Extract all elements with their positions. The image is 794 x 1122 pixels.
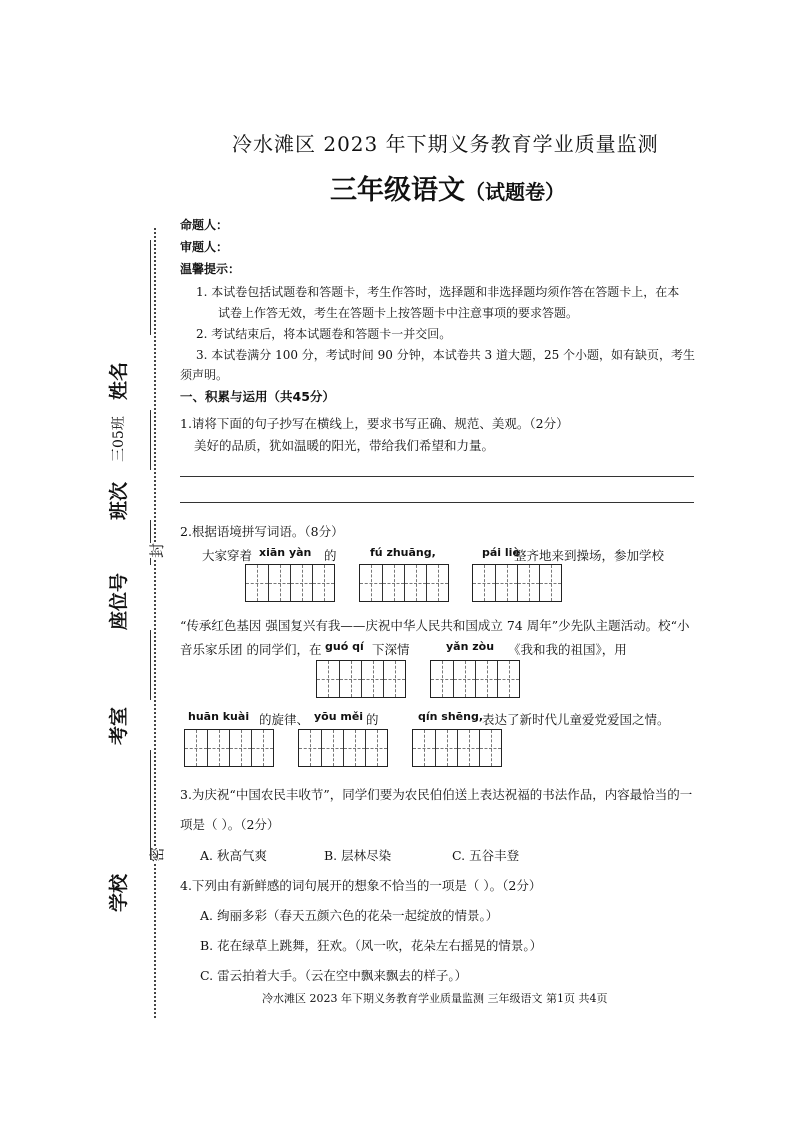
binding-name-label: 姓名	[108, 361, 130, 400]
q2-text-xuanlv: 的旋律、	[259, 712, 310, 727]
q2-text-de-2: 的	[366, 712, 379, 727]
reviewer-label: 审题人：	[180, 240, 229, 254]
q2-line3-prefix: 音乐家乐团 的同学们，在	[180, 642, 322, 657]
q2-text-zuguo: 《我和我的祖国》，用	[508, 642, 627, 657]
room-fill-line	[150, 630, 151, 700]
exam-title	[330, 168, 565, 207]
grid-fuzhuang[interactable]	[359, 564, 449, 602]
exam-header: 冷水滩区 2023 年下期义务教育学业质量监测	[232, 132, 659, 156]
q3-option-c[interactable]: C. 五谷丰登	[452, 848, 520, 863]
binding-seat-label: 座位号	[108, 572, 130, 630]
school-fill-line	[150, 750, 151, 860]
q3-option-a[interactable]: A. 秋高气爽	[200, 848, 267, 863]
binding-school-label: 学校	[108, 873, 130, 912]
q2-line1-prefix: 大家穿着	[202, 548, 253, 563]
seal-mark-mi: 密	[148, 846, 166, 862]
q2-stem: 2.根据语境拼写词语。（8分）	[180, 524, 344, 539]
grid-youmei[interactable]	[298, 729, 388, 767]
tip-1: 1. 本试卷包括试题卷和答题卡，考生作答时，选择题和非选择题均须作答在答题卡上，在本	[196, 285, 680, 299]
class-fill-line	[150, 410, 151, 470]
pinyin-xianyan: xiān yàn	[259, 546, 312, 559]
tip-3: 3. 本试卷满分 100 分，考试时间 90 分钟，本试卷共 3 道大题，25 个小题，如有缺页，考生	[196, 348, 696, 362]
pinyin-fuzhuang: fú zhuāng,	[370, 546, 436, 559]
pinyin-yanzou: yǎn zòu	[446, 640, 495, 653]
tip-2: 2. 考试结束后，将本试题卷和答题卡一并交回。	[196, 327, 452, 341]
binding-class-label: 班次	[108, 481, 130, 520]
pinyin-pailie: pái liè	[482, 546, 520, 559]
grid-yanzou[interactable]	[430, 660, 520, 698]
q3-stem-line2: 项是（ ）。（2分）	[180, 817, 280, 832]
tip-3-cont: 须声明。	[180, 368, 229, 382]
q4-option-b[interactable]: B. 花在绿草上跳舞，狂欢。（风一吹，花朵左右摇晃的情景。）	[200, 938, 543, 953]
pinyin-guoqi: guó qí	[325, 640, 364, 653]
q2-text-de-1: 的	[324, 548, 337, 563]
binding-class-value: 三05班	[111, 416, 127, 462]
q1-stem: 1.请将下面的句子抄写在横线上，要求书写正确、规范、美观。（2分）	[180, 416, 569, 431]
grid-qinsheng[interactable]	[412, 729, 502, 767]
q2-text-shenqing: 下深情	[372, 642, 410, 657]
q1-sentence: 美好的品质，犹如温暖的阳光，带给我们希望和力量。	[194, 438, 495, 453]
q2-line4-suffix: 表达了新时代儿童爱党爱国之情。	[482, 712, 670, 727]
section-1-title: 一、积累与运用（共45分）	[180, 389, 335, 404]
pinyin-youmei: yōu měi	[314, 710, 364, 723]
q2-line1-suffix: 整齐地来到操场，参加学校	[514, 548, 665, 563]
q1-answer-line-2[interactable]	[180, 502, 694, 503]
q3-option-b[interactable]: B. 层林尽染	[324, 848, 392, 863]
page-footer: 冷水滩区 2023 年下期义务教育学业质量监测 三年级语文 第1页 共4页	[262, 992, 608, 1005]
author-label: 命题人：	[180, 218, 229, 232]
name-fill-line	[150, 240, 151, 335]
grid-huankuai[interactable]	[184, 729, 274, 767]
tips-label: 温馨提示：	[180, 262, 241, 276]
q4-option-c[interactable]: C. 雷云拍着大手。（云在空中飘来飘去的样子。）	[200, 968, 468, 983]
pinyin-qinsheng: qín shēng,	[418, 710, 484, 723]
seal-mark-feng: 封	[148, 542, 166, 558]
grid-pailie[interactable]	[472, 564, 562, 602]
seal-dotted-line	[154, 228, 156, 1018]
binding-room-label: 考室	[108, 706, 130, 745]
grid-guoqi[interactable]	[316, 660, 406, 698]
q3-stem-line1: 3.为庆祝“中国农民丰收节”，同学们要为农民伯伯送上表达祝福的书法作品，内容最恰当的一	[180, 787, 693, 802]
q4-option-a[interactable]: A. 绚丽多彩（春天五颜六色的花朵一起绽放的情景。）	[200, 908, 499, 923]
pinyin-huankuai: huān kuài	[188, 710, 250, 723]
q4-stem: 4.下列由有新鲜感的词句展开的想象不恰当的一项是（ ）。（2分）	[180, 878, 542, 893]
q2-line2: “传承红色基因 强国复兴有我——庆祝中华人民共和国成立 74 周年”少先队主题活动。校“小	[180, 618, 690, 633]
tip-1-cont: 试卷上作答无效，考生在答题卡上按答题卡中注意事项的要求答题。	[218, 306, 579, 320]
exam-title-main: 三年级语文	[330, 175, 465, 206]
exam-title-paren: （试题卷）	[465, 180, 565, 204]
grid-xianyan[interactable]	[245, 564, 335, 602]
q1-answer-line-1[interactable]	[180, 476, 694, 477]
